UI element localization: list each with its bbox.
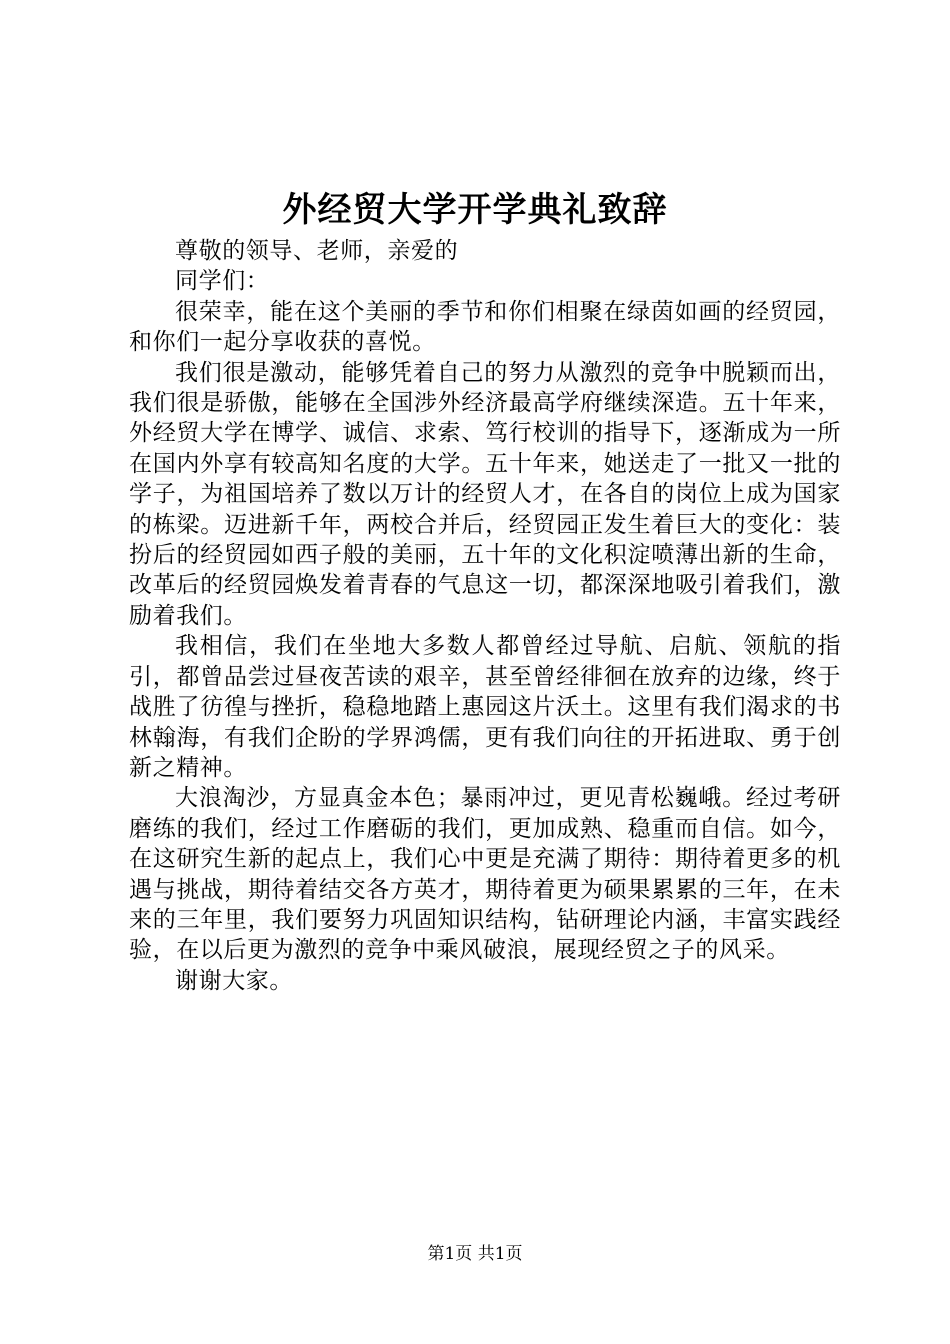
paragraph-2: 我们很是激动，能够凭着自己的努力从激烈的竞争中脱颖而出，我们很是骄傲，能够在全国涉外经济最高学府继续深造。五十年来，外经贸大学在博学、诚信、求索、笃行校训的指导下，逐渐成为一所在国内外享有较高知名度的大学。五十年来，她送走了一批又一批的学子，为祖国培养了数以万计的经贸人才，在各自的岗位上成为国家的栋梁。迈进新千年，两校合并后，经贸园正发生着巨大的变化：装扮后的经贸园如西子般的美丽，五十年的文化积淀喷薄出新的生命，改革后的经贸园焕发着青春的气息这一切，都深深地吸引着我们，激励着我们。 [129,359,841,629]
paragraph-salutation-cont: 同学们： [175,268,270,295]
page-number-footer: 第1页 共1页 [427,1244,523,1264]
document-title: 外经贸大学开学典礼致辞 [282,190,668,230]
document-body [129,236,841,996]
paragraph-3: 我相信，我们在坐地大多数人都曾经过导航、启航、领航的指引，都曾品尝过昼夜苦读的艰辛，甚至曾经徘徊在放弃的边缘，终于战胜了彷徨与挫折，稳稳地踏上惠园这片沃土。这里有我们渴求的书林翰海，有我们企盼的学界鸿儒，更有我们向往的开拓进取、勇于创新之精神。 [129,633,841,781]
paragraph-1: 很荣幸，能在这个美丽的季节和你们相聚在绿茵如画的经贸园，和你们一起分享收获的喜悦。 [129,298,841,356]
paragraph-closing: 谢谢大家。 [175,967,293,994]
paragraph-4: 大浪淘沙，方显真金本色；暴雨冲过，更见青松巍峨。经过考研磨练的我们，经过工作磨砺的我们，更加成熟、稳重而自信。如今，在这研究生新的起点上，我们心中更是充满了期待：期待着更多的机遇与挑战，期待着结交各方英才，期待着更为硕果累累的三年，在未来的三年里，我们要努力巩固知识结构，钻研理论内涵，丰富实践经验，在以后更为激烈的竞争中乘风破浪，展现经贸之子的风采。 [129,785,841,964]
paragraph-salutation: 尊敬的领导、老师，亲爱的 [175,238,459,264]
